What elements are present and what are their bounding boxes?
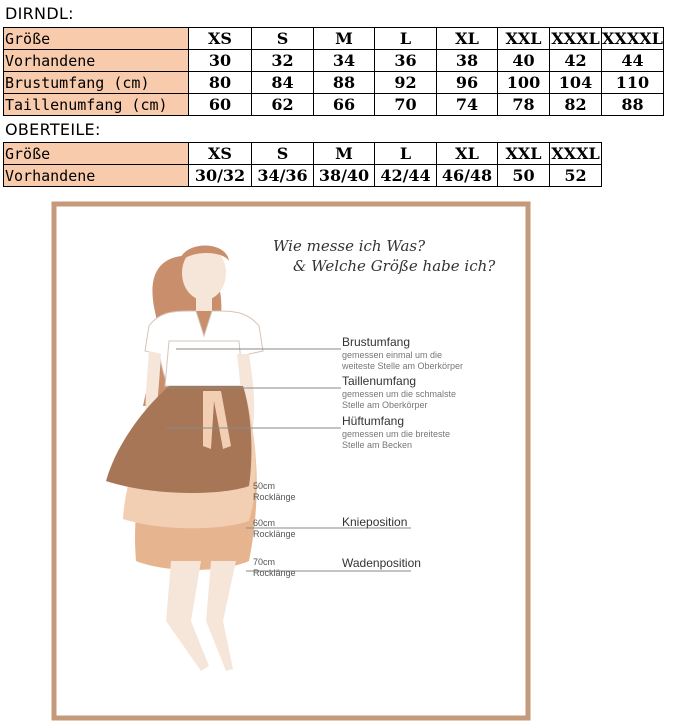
table-row: [4, 72, 664, 94]
table-cell: 100: [498, 72, 550, 94]
size-header-cell: M: [314, 143, 375, 165]
knee-label: Knieposition: [342, 515, 408, 529]
len50-a: 50cm: [253, 481, 276, 491]
heading-line2: & Welche Größe habe ich?: [293, 257, 496, 275]
table-cell: 50: [498, 165, 550, 187]
bust-desc1: gemessen einmal um die: [342, 350, 443, 360]
len60-a: 60cm: [253, 518, 276, 528]
hip-title: Hüftumfang: [342, 414, 405, 428]
oberteile-section-title: OBERTEILE:: [5, 120, 101, 139]
oberteile-size-table: [3, 142, 602, 187]
table-cell: 30: [189, 50, 252, 72]
table-cell: 38/40: [314, 165, 375, 187]
table-cell: 44: [602, 50, 664, 72]
measurement-illustration: [51, 201, 531, 721]
hip-desc2: Stelle am Becken: [342, 440, 413, 450]
size-header-cell: XS: [189, 28, 252, 50]
size-header-cell: XXL: [498, 28, 550, 50]
len50-b: Rocklänge: [253, 492, 296, 502]
table-cell: 70: [375, 94, 437, 116]
size-header-cell: M: [314, 28, 375, 50]
size-header-cell: S: [252, 28, 314, 50]
table-cell: 110: [602, 72, 664, 94]
table-cell: 104: [550, 72, 602, 94]
bodice: [165, 341, 243, 386]
size-header-cell: XXL: [498, 143, 550, 165]
table-cell: 84: [252, 72, 314, 94]
len60-b: Rocklänge: [253, 529, 296, 539]
table-cell: 88: [314, 72, 375, 94]
table-cell: 92: [375, 72, 437, 94]
size-header-cell: L: [375, 143, 437, 165]
size-header-row: [4, 143, 602, 165]
table-cell: 46/48: [437, 165, 498, 187]
table-cell: 96: [437, 72, 498, 94]
bust-desc2: weiteste Stelle am Oberkörper: [342, 361, 464, 371]
table-cell: 40: [498, 50, 550, 72]
len70-a: 70cm: [253, 557, 276, 567]
table-cell: 78: [498, 94, 550, 116]
size-header-cell: XS: [189, 143, 252, 165]
dirndl-section-title: DIRNDL:: [5, 4, 74, 23]
size-header-row: [4, 28, 664, 50]
heading-line1: Wie messe ich Was?: [273, 237, 426, 255]
size-header-cell: XXXXL: [602, 29, 663, 48]
table-row: [4, 50, 664, 72]
table-cell: 34: [314, 50, 375, 72]
table-cell: 36: [375, 50, 437, 72]
size-header-cell: XXXL: [551, 29, 600, 48]
table-cell: 38: [437, 50, 498, 72]
size-header-cell: S: [252, 143, 314, 165]
table-cell: 82: [550, 94, 602, 116]
table-cell: 88: [602, 94, 664, 116]
waist-title: Taillenumfang: [342, 374, 417, 388]
table-cell: 62: [252, 94, 314, 116]
table-cell: 60: [189, 94, 252, 116]
len70-b: Rocklänge: [253, 568, 296, 578]
size-header-cell: XL: [437, 143, 498, 165]
hip-desc1: gemessen um die breiteste: [342, 429, 451, 439]
waist-desc1: gemessen um die schmalste: [342, 389, 457, 399]
table-row: [4, 165, 602, 187]
size-header-cell: L: [375, 28, 437, 50]
table-cell: 34/36: [252, 165, 314, 187]
waist-desc2: Stelle am Oberkörper: [342, 400, 428, 410]
table-cell: 52: [550, 165, 602, 187]
bust-title: Brustumfang: [342, 335, 411, 349]
table-cell: 32: [252, 50, 314, 72]
table-row: [4, 94, 664, 116]
row-label: Brustumfang (cm): [4, 72, 189, 94]
table-cell: 80: [189, 72, 252, 94]
calf-label: Wadenposition: [342, 556, 421, 570]
size-header-cell: XXXL: [551, 144, 600, 163]
table-cell: 42: [550, 50, 602, 72]
row-label: Größe: [4, 28, 189, 50]
table-cell: 66: [314, 94, 375, 116]
dirndl-size-table: [3, 27, 664, 116]
table-cell: 30/32: [189, 165, 252, 187]
table-cell: 42/44: [375, 165, 437, 187]
size-header-cell: XL: [437, 28, 498, 50]
table-cell: 74: [437, 94, 498, 116]
row-label: Größe: [4, 143, 189, 165]
row-label: Taillenumfang (cm): [4, 94, 189, 116]
row-label: Vorhandene: [4, 50, 189, 72]
row-label: Vorhandene: [4, 165, 189, 187]
neck: [196, 297, 212, 311]
